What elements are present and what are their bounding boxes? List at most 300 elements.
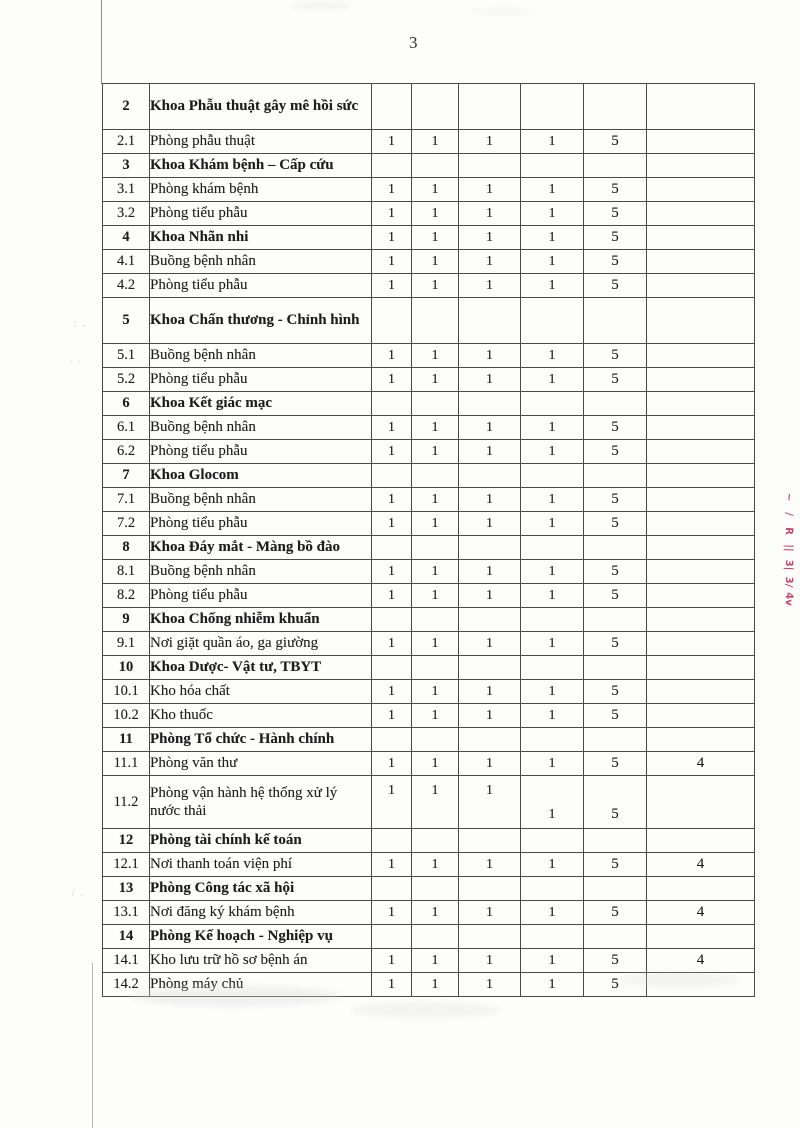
value-cell: [647, 704, 755, 728]
row-number: 12.1: [103, 853, 150, 877]
value-cell: [584, 392, 647, 416]
value-cell: [647, 656, 755, 680]
row-number: 13: [103, 877, 150, 901]
value-cell: 1: [521, 202, 584, 226]
value-cell: 5: [584, 512, 647, 536]
value-cell: 1: [521, 130, 584, 154]
value-cell: [412, 464, 459, 488]
row-number: 7.2: [103, 512, 150, 536]
value-cell: [459, 656, 521, 680]
table-row: [103, 274, 755, 298]
table-row: [103, 464, 755, 488]
value-cell: 1: [521, 901, 584, 925]
value-cell: [647, 368, 755, 392]
value-cell: 1: [412, 274, 459, 298]
value-cell: [584, 925, 647, 949]
value-cell: 1: [521, 512, 584, 536]
value-cell: 5: [584, 416, 647, 440]
row-number: 2: [103, 84, 150, 130]
value-cell: 1: [372, 130, 412, 154]
value-cell: [459, 728, 521, 752]
value-cell: 5: [584, 853, 647, 877]
scan-speck: . .: [70, 354, 83, 364]
value-cell: [584, 877, 647, 901]
table-row: [103, 901, 755, 925]
value-cell: 1: [521, 178, 584, 202]
table-row: [103, 608, 755, 632]
value-cell: 1: [412, 416, 459, 440]
value-cell: [459, 464, 521, 488]
value-cell: [647, 416, 755, 440]
red-mark-glyph: ||: [782, 544, 795, 552]
page-edge-scan-line-top: [101, 0, 102, 84]
value-cell: [584, 829, 647, 853]
value-cell: 1: [459, 853, 521, 877]
value-cell: 5: [584, 344, 647, 368]
value-cell: [647, 298, 755, 344]
value-cell: 1: [521, 776, 584, 829]
value-cell: 1: [459, 776, 521, 829]
value-cell: 1: [412, 178, 459, 202]
value-cell: 5: [584, 901, 647, 925]
value-cell: [647, 84, 755, 130]
red-mark-glyph: /: [782, 511, 795, 517]
value-cell: [647, 154, 755, 178]
value-cell: [584, 154, 647, 178]
red-margin-marks: [777, 490, 799, 606]
red-mark-glyph: 3|: [782, 559, 795, 571]
table-row: [103, 368, 755, 392]
value-cell: 1: [459, 584, 521, 608]
value-cell: [647, 877, 755, 901]
row-number: 14: [103, 925, 150, 949]
row-number: 7: [103, 464, 150, 488]
room-name: Phòng phẫu thuật: [150, 130, 372, 154]
value-cell: 5: [584, 680, 647, 704]
room-name: Nơi đăng ký khám bệnh: [150, 901, 372, 925]
room-name: Nơi giặt quần áo, ga giường: [150, 632, 372, 656]
value-cell: 1: [372, 274, 412, 298]
value-cell: 1: [459, 560, 521, 584]
value-cell: 1: [372, 250, 412, 274]
value-cell: 1: [459, 416, 521, 440]
value-cell: [412, 84, 459, 130]
room-name: Phòng tiểu phẫu: [150, 440, 372, 464]
room-name: Khoa Chấn thương - Chỉnh hình: [150, 298, 372, 344]
scan-smudge: [350, 1002, 500, 1018]
room-name: Khoa Kết giác mạc: [150, 392, 372, 416]
room-name: Kho lưu trữ hồ sơ bệnh án: [150, 949, 372, 973]
value-cell: 1: [459, 949, 521, 973]
table-row: [103, 829, 755, 853]
value-cell: [372, 298, 412, 344]
value-cell: 1: [521, 416, 584, 440]
value-cell: [647, 829, 755, 853]
value-cell: 1: [412, 344, 459, 368]
value-cell: 1: [521, 949, 584, 973]
value-cell: 5: [584, 226, 647, 250]
value-cell: 1: [459, 752, 521, 776]
value-cell: [412, 656, 459, 680]
value-cell: [459, 154, 521, 178]
value-cell: 5: [584, 178, 647, 202]
value-cell: [412, 829, 459, 853]
value-cell: [584, 656, 647, 680]
value-cell: [412, 392, 459, 416]
value-cell: [521, 154, 584, 178]
value-cell: [459, 298, 521, 344]
value-cell: [647, 226, 755, 250]
value-cell: 5: [584, 202, 647, 226]
value-cell: [521, 392, 584, 416]
value-cell: 1: [412, 440, 459, 464]
value-cell: 5: [584, 488, 647, 512]
room-name: Khoa Đáy mắt - Màng bồ đào: [150, 536, 372, 560]
value-cell: [459, 536, 521, 560]
table-row: [103, 488, 755, 512]
value-cell: [412, 925, 459, 949]
value-cell: 1: [521, 632, 584, 656]
room-name: Phòng văn thư: [150, 752, 372, 776]
row-number: 9: [103, 608, 150, 632]
value-cell: 1: [521, 344, 584, 368]
value-cell: 1: [459, 901, 521, 925]
value-cell: [372, 154, 412, 178]
value-cell: [647, 392, 755, 416]
room-name: Phòng Công tác xã hội: [150, 877, 372, 901]
scan-smudge: [130, 985, 340, 1007]
value-cell: [647, 344, 755, 368]
value-cell: 1: [412, 368, 459, 392]
value-cell: [372, 392, 412, 416]
row-number: 6: [103, 392, 150, 416]
value-cell: 1: [372, 488, 412, 512]
value-cell: 1: [521, 680, 584, 704]
row-number: 3.2: [103, 202, 150, 226]
value-cell: [647, 776, 755, 829]
value-cell: 1: [412, 901, 459, 925]
value-cell: 1: [372, 178, 412, 202]
value-cell: [372, 464, 412, 488]
room-name: Buồng bệnh nhân: [150, 250, 372, 274]
table-row: [103, 925, 755, 949]
value-cell: 1: [372, 901, 412, 925]
room-name: Buồng bệnh nhân: [150, 560, 372, 584]
table-row: [103, 392, 755, 416]
row-number: 3.1: [103, 178, 150, 202]
value-cell: 5: [584, 274, 647, 298]
value-cell: 1: [459, 274, 521, 298]
row-number: 4: [103, 226, 150, 250]
value-cell: 1: [412, 250, 459, 274]
value-cell: 1: [372, 368, 412, 392]
table-row: [103, 178, 755, 202]
value-cell: [584, 464, 647, 488]
table-row: [103, 776, 755, 829]
row-number: 14.1: [103, 949, 150, 973]
value-cell: [412, 877, 459, 901]
value-cell: 1: [521, 226, 584, 250]
value-cell: 5: [584, 776, 647, 829]
room-name: Phòng Tổ chức - Hành chính: [150, 728, 372, 752]
value-cell: 1: [372, 512, 412, 536]
row-number: 10: [103, 656, 150, 680]
value-cell: 1: [372, 632, 412, 656]
value-cell: 1: [412, 560, 459, 584]
value-cell: 1: [412, 853, 459, 877]
value-cell: 1: [459, 226, 521, 250]
value-cell: [521, 298, 584, 344]
table-row: [103, 226, 755, 250]
table-row: [103, 154, 755, 178]
value-cell: 1: [412, 704, 459, 728]
table-row: [103, 416, 755, 440]
value-cell: 1: [372, 202, 412, 226]
value-cell: 5: [584, 973, 647, 997]
value-cell: [584, 298, 647, 344]
table-row: [103, 728, 755, 752]
room-name: Phòng tiểu phẫu: [150, 584, 372, 608]
value-cell: [521, 728, 584, 752]
room-name: Phòng vận hành hệ thống xử lý nước thải: [150, 776, 372, 829]
value-cell: [584, 84, 647, 130]
scan-smudge: [292, 3, 350, 8]
value-cell: [647, 632, 755, 656]
room-name: Phòng tiểu phẫu: [150, 274, 372, 298]
table-row: [103, 440, 755, 464]
row-number: 8.2: [103, 584, 150, 608]
value-cell: 1: [372, 344, 412, 368]
value-cell: 1: [412, 488, 459, 512]
row-number: 11: [103, 728, 150, 752]
row-number: 7.1: [103, 488, 150, 512]
table-row: [103, 877, 755, 901]
value-cell: [372, 656, 412, 680]
value-cell: 1: [412, 226, 459, 250]
value-cell: 1: [372, 416, 412, 440]
value-cell: [647, 488, 755, 512]
room-name: Khoa Dược- Vật tư, TBYT: [150, 656, 372, 680]
value-cell: 1: [521, 250, 584, 274]
value-cell: 1: [412, 973, 459, 997]
room-name: Kho hóa chất: [150, 680, 372, 704]
value-cell: 1: [372, 949, 412, 973]
value-cell: 1: [521, 704, 584, 728]
row-number: 6.1: [103, 416, 150, 440]
value-cell: 1: [372, 704, 412, 728]
value-cell: 1: [372, 226, 412, 250]
red-mark-glyph: R: [782, 526, 795, 536]
value-cell: [584, 728, 647, 752]
value-cell: [647, 584, 755, 608]
table-row: [103, 560, 755, 584]
value-cell: 5: [584, 584, 647, 608]
value-cell: [459, 877, 521, 901]
table-row: [103, 680, 755, 704]
value-cell: [647, 728, 755, 752]
value-cell: 5: [584, 632, 647, 656]
value-cell: [647, 560, 755, 584]
value-cell: 1: [459, 202, 521, 226]
value-cell: 1: [521, 488, 584, 512]
table-row: [103, 632, 755, 656]
value-cell: [647, 925, 755, 949]
table-row: [103, 853, 755, 877]
room-name: Buồng bệnh nhân: [150, 416, 372, 440]
table-row: [103, 704, 755, 728]
value-cell: 1: [372, 853, 412, 877]
red-mark-glyph: 4v: [782, 592, 795, 606]
page-edge-scan-line-bottom: [92, 963, 93, 1128]
room-name: Buồng bệnh nhân: [150, 344, 372, 368]
value-cell: 1: [459, 632, 521, 656]
value-cell: [647, 178, 755, 202]
value-cell: [647, 512, 755, 536]
value-cell: [372, 829, 412, 853]
value-cell: [647, 440, 755, 464]
red-mark-glyph: 3/: [782, 576, 795, 588]
value-cell: [521, 656, 584, 680]
row-number: 11.2: [103, 776, 150, 829]
value-cell: [412, 608, 459, 632]
value-cell: 1: [459, 440, 521, 464]
room-name: Nơi thanh toán viện phí: [150, 853, 372, 877]
value-cell: 1: [521, 752, 584, 776]
row-number: 4.1: [103, 250, 150, 274]
value-cell: [521, 608, 584, 632]
value-cell: 1: [412, 632, 459, 656]
value-cell: 1: [372, 776, 412, 829]
page-number: 3: [409, 33, 418, 52]
value-cell: 5: [584, 752, 647, 776]
value-cell: 1: [372, 584, 412, 608]
room-name: Kho thuốc: [150, 704, 372, 728]
row-number: 10.2: [103, 704, 150, 728]
value-cell: [459, 829, 521, 853]
value-cell: 1: [459, 512, 521, 536]
value-cell: [459, 392, 521, 416]
value-cell: 1: [521, 440, 584, 464]
value-cell: 1: [412, 776, 459, 829]
value-cell: [372, 877, 412, 901]
value-cell: [647, 536, 755, 560]
table-body: [103, 84, 755, 997]
value-cell: [647, 130, 755, 154]
table-row: [103, 512, 755, 536]
value-cell: 1: [521, 853, 584, 877]
room-name: Khoa Nhãn nhi: [150, 226, 372, 250]
table-row: [103, 752, 755, 776]
room-name: Phòng tiểu phẫu: [150, 202, 372, 226]
value-cell: 4: [647, 901, 755, 925]
value-cell: [412, 536, 459, 560]
value-cell: [521, 877, 584, 901]
row-number: 9.1: [103, 632, 150, 656]
value-cell: [412, 728, 459, 752]
value-cell: 4: [647, 949, 755, 973]
value-cell: [521, 925, 584, 949]
row-number: 5: [103, 298, 150, 344]
scan-speck: : .: [74, 318, 88, 328]
value-cell: [372, 925, 412, 949]
row-number: 3: [103, 154, 150, 178]
row-number: 2.1: [103, 130, 150, 154]
value-cell: 5: [584, 560, 647, 584]
table-row: [103, 298, 755, 344]
value-cell: 1: [459, 250, 521, 274]
value-cell: 1: [521, 973, 584, 997]
value-cell: 1: [372, 752, 412, 776]
value-cell: 1: [412, 584, 459, 608]
scan-smudge: [470, 9, 536, 13]
value-cell: 1: [372, 973, 412, 997]
value-cell: 1: [412, 949, 459, 973]
value-cell: [412, 154, 459, 178]
row-number: 5.1: [103, 344, 150, 368]
room-name: Khoa Phẫu thuật gây mê hồi sức: [150, 84, 372, 130]
value-cell: 1: [459, 488, 521, 512]
department-room-table: [102, 83, 755, 997]
value-cell: 5: [584, 368, 647, 392]
row-number: 11.1: [103, 752, 150, 776]
value-cell: 1: [459, 368, 521, 392]
row-number: 4.2: [103, 274, 150, 298]
value-cell: [459, 925, 521, 949]
room-name: Phòng Kế hoạch - Nghiệp vụ: [150, 925, 372, 949]
value-cell: 1: [521, 274, 584, 298]
table-row: [103, 344, 755, 368]
value-cell: 1: [412, 202, 459, 226]
value-cell: 5: [584, 704, 647, 728]
room-name: Phòng tài chính kế toán: [150, 829, 372, 853]
room-name: Khoa Khám bệnh – Cấp cứu: [150, 154, 372, 178]
row-number: 13.1: [103, 901, 150, 925]
value-cell: 1: [459, 704, 521, 728]
row-number: 6.2: [103, 440, 150, 464]
table-row: [103, 202, 755, 226]
value-cell: [521, 536, 584, 560]
value-cell: [584, 536, 647, 560]
value-cell: [647, 202, 755, 226]
value-cell: 1: [459, 680, 521, 704]
value-cell: 1: [412, 130, 459, 154]
row-number: 8.1: [103, 560, 150, 584]
value-cell: [521, 84, 584, 130]
table-row: [103, 130, 755, 154]
value-cell: [647, 250, 755, 274]
value-cell: 4: [647, 853, 755, 877]
value-cell: 5: [584, 949, 647, 973]
value-cell: [459, 84, 521, 130]
table-row: [103, 250, 755, 274]
value-cell: [647, 464, 755, 488]
room-name: Phòng máy chủ: [150, 973, 372, 997]
room-name: Buồng bệnh nhân: [150, 488, 372, 512]
value-cell: 1: [521, 560, 584, 584]
value-cell: 1: [412, 680, 459, 704]
value-cell: 1: [459, 178, 521, 202]
value-cell: [647, 274, 755, 298]
value-cell: [647, 680, 755, 704]
value-cell: 5: [584, 250, 647, 274]
value-cell: [584, 608, 647, 632]
value-cell: 5: [584, 130, 647, 154]
value-cell: 1: [372, 680, 412, 704]
row-number: 8: [103, 536, 150, 560]
value-cell: [372, 728, 412, 752]
value-cell: 5: [584, 440, 647, 464]
table-row: [103, 84, 755, 130]
